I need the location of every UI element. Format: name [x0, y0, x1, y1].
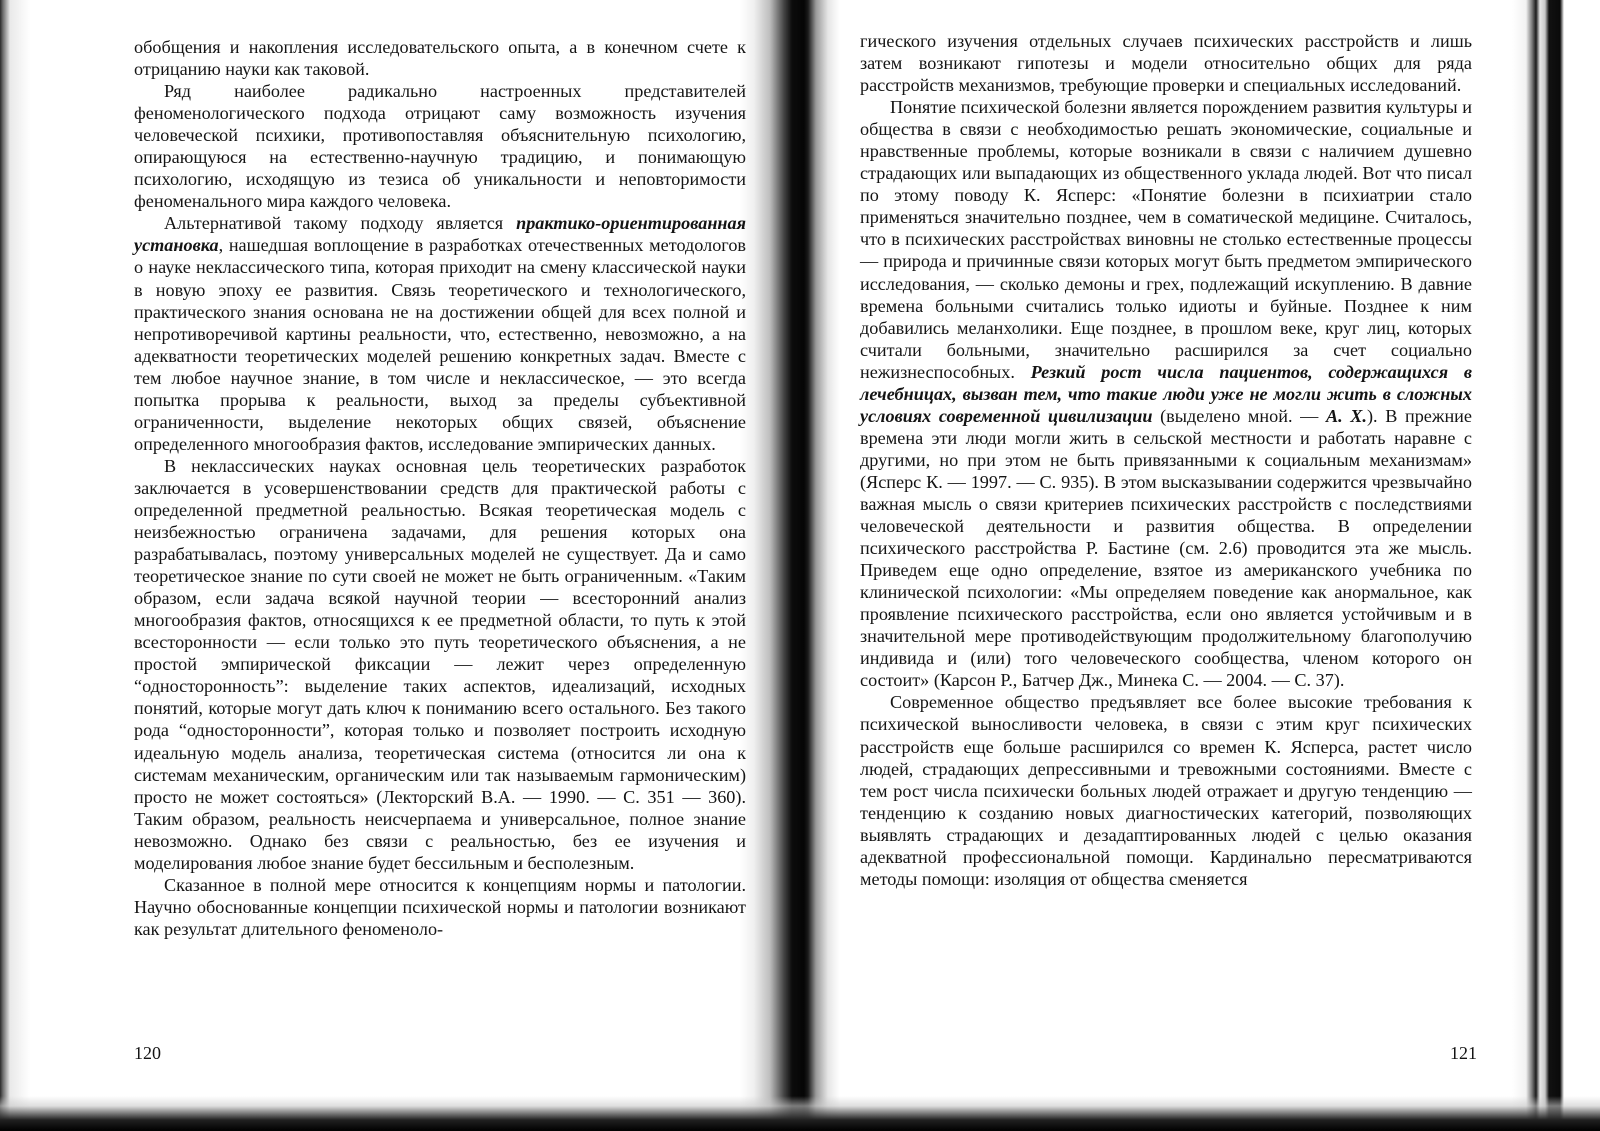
right-paragraph-3: Современное общество предъявляет все более высокие требования к психической выносливости человека, в связи с этим круг психических расстройств еще больше расширился со времен К. Ясперса, растет число людей, страдающих депрессивными и тревожными состояниями. Вместе с тем рост числа психически больных людей отражает и другую тенденцию — тенденцию к созданию новых диагностических категорий, позволяющих выявлять страдающих и дезадаптированных людей с целью оказания адекватной профессиональной помощи. Кардинально пересматриваются методы помощи: изоляция от общества сменяется — [860, 692, 1472, 889]
left-paragraph-3-rest: , нашедшая воплощение в разработках отечественных методологов о науке неклассического типа, которая приходит на смену классической науки в новую эпоху ее развития. Связь теоретического и технологического, практического знания основана не на достижении общей для всех полной и непротиворечивой картины реальности, что, естественно, невозможно, а на адекватности теоретических моделей решению конкретных задач. Вместе с тем любое научное знание, в том числе и неклассическое, — это всегда попытка прорыва к реальности, выход за пределы субъективной ограниченности, выделение некоторых общих связей, объяснение определенного многообразия фактов, исследование эмпирических данных. — [134, 235, 746, 454]
scan-left-edge-shadow — [0, 0, 34, 1131]
left-paragraph-2: Ряд наиболее радикально настроенных представителей феноменологического подхода отрицают саму возможность изучения человеческой психики, противопоставляя объяснительную психологию, опирающуюся на естественно-научную традицию, и понимающую психологию, исходящую из тезиса об уникальности и неповторимости феноменального мира каждого человека. — [134, 81, 746, 212]
emphasis-practice-oriented: практико-ориентированная установка — [134, 213, 746, 256]
emphasis-jaspers-quote: Резкий рост числа пациентов, содержащихся в лечебницах, вызван тем, что такие люди уже не могли жить в сложных условиях современной цивилизации — [860, 361, 1472, 426]
left-paragraph-3-lead: Альтернативой такому подходу является — [164, 213, 517, 234]
right-paragraph-2-lead: Понятие психической болезни является порождением развития культуры и общества в связи с необходимостью решать экономические, социальные и нравственные проблемы, которые возникали в связи с наличием душевно страдающих или выпадающих из общественного уклада людей. Вот что писал по этому поводу К. Ясперс: «Понятие болезни в психиатрии стало применяться значительно позднее, чем в соматической медицине. Считалось, что в психических расстройствах виновны не столько естественные процессы — природа и причинные связи которых могут быть предметом эмпирического исследования, — сколько демоны и грех, подлежащий искуплению. В давние времена больными считались только идиоты и буйные. Позднее к ним добавились меланхолики. Еще позднее, в прошлом веке, круг лиц, которых считали больными, значительно расширился за счет социально нежизнеспособных. — [860, 97, 1472, 382]
page-number-right: 121 — [1450, 1043, 1477, 1063]
left-paragraph-4: В неклассических науках основная цель теоретических разработок заключается в усовершенствовании средств для практической работы с определенной предметной реальностью. Всякая теоретическая модель с неизбежностью ограничена задачами, для решения которых она разрабатывалась, поэтому универсальных моделей не существует. Да и само теоретическое знание по сути своей не может не быть ограниченным. «Таким образом, если задача всякой научной теории — всесторонний анализ многообразия фактов, относящихся к ее предметной области, то путь к этой всесторонности — если только это путь теоретического объяснения, а не простой эмпирической фиксации — лежит через определенную “односторонность”: выделение таких аспектов, идеализаций, исходных понятий, которые могут дать ключ к пониманию всего остального. Без такого рода “односторонности”, которая только и позволяет построить исходную идеальную модель анализа, теоретическая система (относится ли она к системам механическим, органическим или так называемым гармоническим) просто не может состояться» (Лекторский В.А. — 1990. — С. 351 — 360). Таким образом, реальность неисчерпаема и универсальное, полное знание невозможно. Однако без связи с реальностью, без ее изучения и моделирования любое знание будет бессильным и бесполезным. — [134, 455, 746, 873]
page-number-left: 120 — [134, 1043, 161, 1063]
left-paragraph-3 — [134, 212, 746, 455]
right-paragraph-2 — [860, 96, 1472, 691]
emphasis-author-initials: А. Х. — [1325, 405, 1367, 426]
right-paragraph-1: гического изучения отдельных случаев психических расстройств и лишь затем возникают гипотезы и модели относительно общих для ряда расстройств механизмов, требующие проверки и специальных исследований. — [860, 31, 1472, 96]
left-page — [134, 36, 746, 940]
right-paragraph-2-rest: ). В прежние времена эти люди могли жить в сельской местности и работать наравне с другими, но при этом не быть привязанными к социальным механизмам» (Ясперс К. — 1997. — С. 935). В этом высказывании содержится чрезвычайно важная мысль о связи критериев психических расстройств с последствиями человеческой деятельности и развития общества. В определении психического расстройства Р. Бастине (см. 2.6) проводится эта же мысль. Приведем еще одно определение, взятое из американского учебника по клинической психологии: «Мы определяем поведение как анормальное, как проявление психического расстройства, если оно является устойчивым и в значительной мере противодействующим продолжительному благополучию индивида и (или) того человеческого сообщества, членом которого он состоит» (Карсон Р., Батчер Дж., Минека С. — 2004. — С. 37). — [860, 405, 1472, 691]
book-gutter-shadow — [740, 0, 840, 1131]
scan-bottom-shadow — [0, 1096, 1600, 1131]
left-paragraph-1: обобщения и накопления исследовательского опыта, а в конечном счете к отрицанию науки как таковой. — [134, 37, 746, 80]
left-paragraph-5: Сказанное в полной мере относится к концепциям нормы и патологии. Научно обоснованные концепции психической нормы и патологии возникают как результат длительного феноменоло- — [134, 874, 746, 939]
right-page — [860, 30, 1472, 890]
scan-right-edge-shadow — [1512, 0, 1600, 1131]
right-paragraph-2-note: (выделено мной. — — [1152, 405, 1326, 426]
